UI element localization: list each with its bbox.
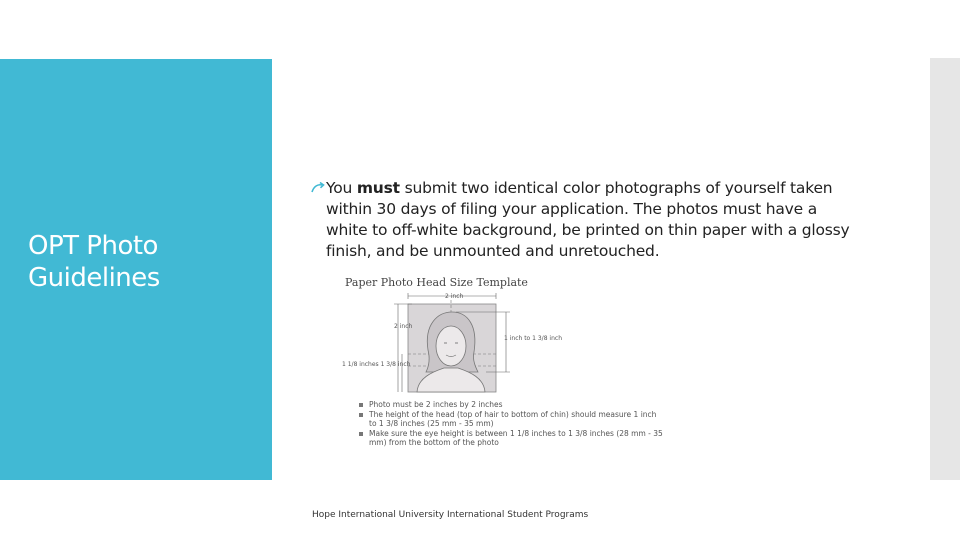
right-side-bar: [930, 58, 960, 480]
head-size-diagram: [336, 288, 666, 398]
bullet-paragraph: [326, 178, 856, 262]
bullet-text: submit two identical color photographs of yourself taken within 30 days of filing your application. The photos must have a white to off-white background, be printed on thin paper with a glossy finish, and be unmounted and unretouched.: [326, 179, 850, 260]
height-label: 2 inch: [394, 323, 413, 330]
slide-title-line-1: OPT Photo: [28, 231, 158, 261]
bullet-emphasis: must: [356, 179, 400, 197]
eye-height-label: 1 1/8 inches 1 3/8 inch: [342, 361, 411, 368]
figure-note: Photo must be 2 inches by 2 inches: [359, 400, 664, 410]
figure-caption: Paper Photo Head Size Template: [345, 276, 528, 289]
width-label: 2 inch: [445, 293, 464, 300]
figure-notes: [359, 400, 664, 448]
slide-title-line-2: Guidelines: [28, 263, 160, 293]
arrow-bullet-icon: [311, 181, 325, 195]
figure-note: The height of the head (top of hair to bottom of chin) should measure 1 inch to 1 3/8 inches (25 mm - 35 mm): [359, 410, 664, 429]
head-height-label: 1 inch to 1 3/8 inch: [504, 335, 562, 342]
photo-template-figure: [336, 274, 666, 466]
slide-title: [28, 230, 160, 294]
footer-text: Hope International University International Student Programs: [312, 510, 589, 520]
bullet-prefix: You: [326, 179, 357, 197]
figure-note: Make sure the eye height is between 1 1/8 inches to 1 3/8 inches (28 mm - 35 mm) from the bottom of the photo: [359, 429, 664, 448]
